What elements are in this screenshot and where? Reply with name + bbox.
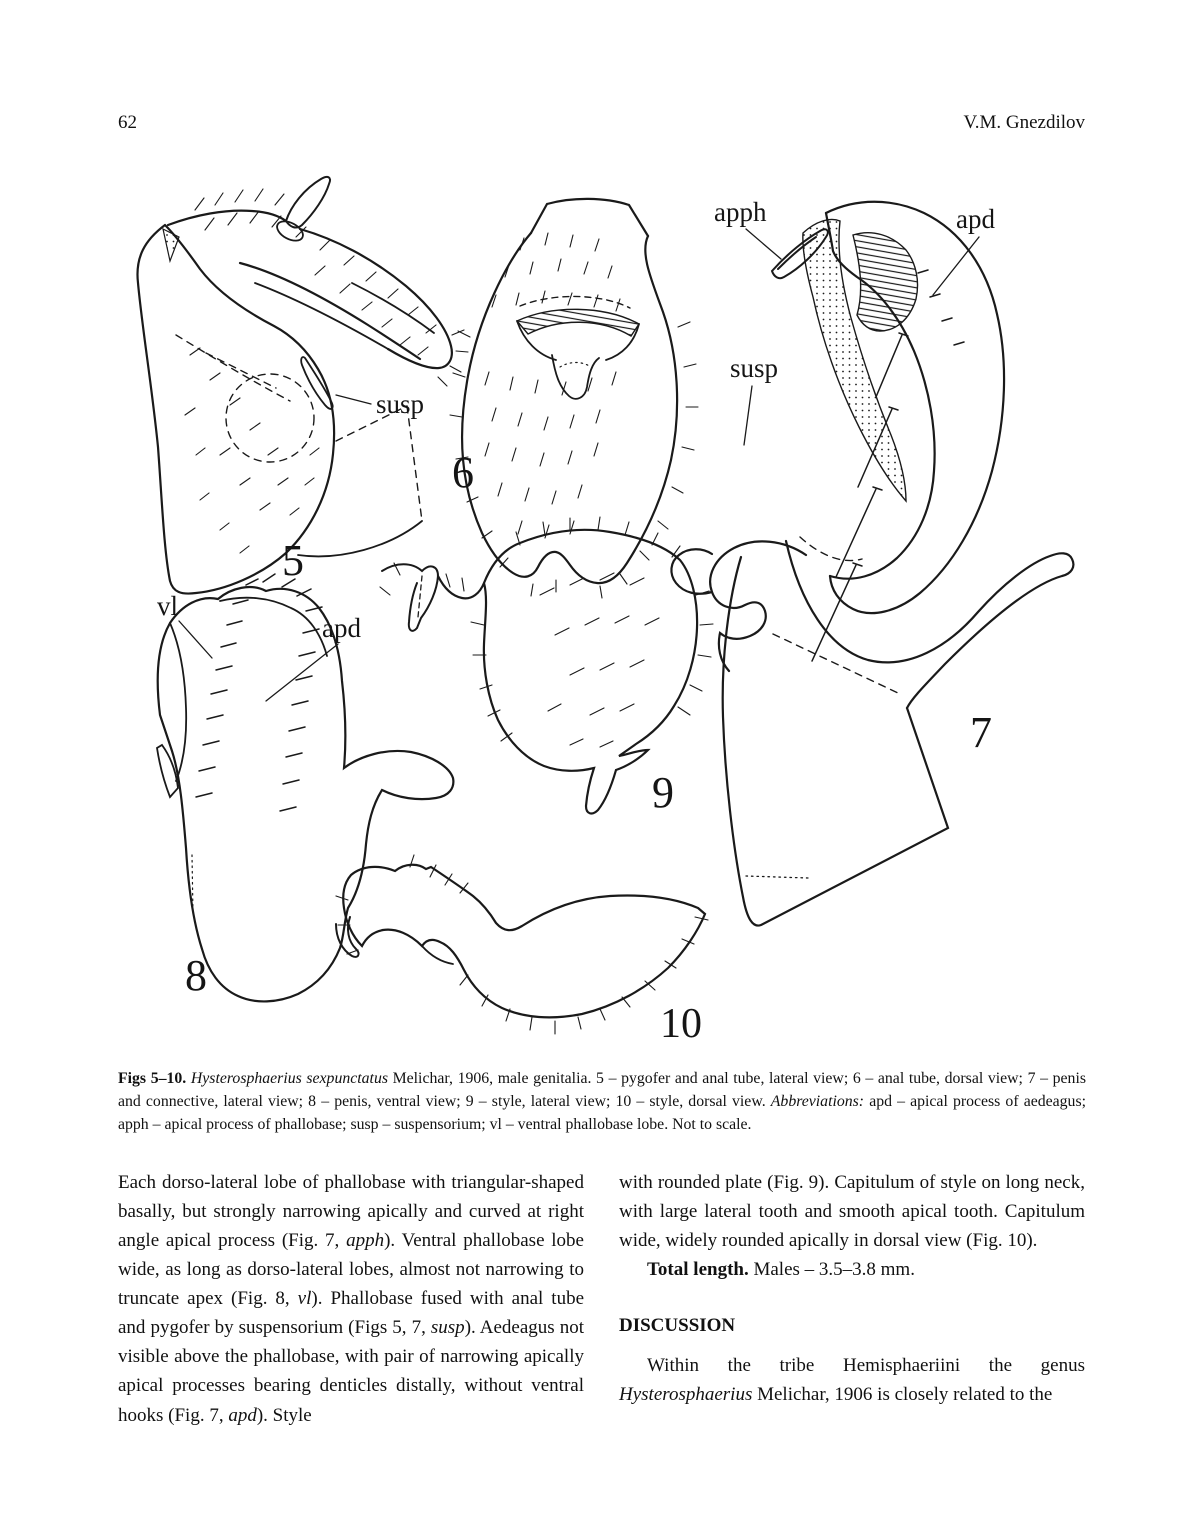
fig6-mouth-hatched-band (517, 309, 639, 336)
fig6-tongue-dotted (560, 363, 591, 368)
right2-seg-2: Melichar, 1906 is closely related to the (752, 1384, 1053, 1406)
caption-views-list: Melichar, 1906, male genitalia. 5 – pygofer and anal tube, lateral view; 6 – anal tube, dorsal view; 7 – penis and connective, lateral view; 8 – penis, ventral view; 9 – style, lateral view; 10 – style, dorsal view. (118, 1069, 1086, 1111)
caption-figs-range: Figs 5–10. (118, 1069, 191, 1087)
fig6-tongue (552, 355, 599, 399)
figure-9-drawing (380, 517, 713, 817)
figure-8-drawing (157, 574, 453, 1001)
fig5-number: 5 (282, 536, 304, 585)
right-paragraph-2 (619, 1351, 1085, 1409)
fig7-label-susp: susp (730, 353, 779, 383)
body-text (118, 1168, 1086, 1430)
fig7-dotted-line (746, 876, 808, 878)
left-column (118, 1168, 584, 1430)
page-number: 62 (118, 112, 137, 133)
figure-caption (118, 1067, 1086, 1137)
fig5-analtube-top (168, 211, 286, 225)
right-column (619, 1168, 1085, 1430)
running-header (118, 112, 1085, 134)
fig5-tube-lower-edge (240, 263, 420, 359)
fig5-bottom-arc (298, 521, 422, 556)
figure-6-drawing (450, 199, 698, 598)
fig5-dashed-fold (176, 335, 290, 401)
total-length-paragraph (619, 1255, 1085, 1284)
fig8-label-apd: apd (322, 613, 361, 643)
fig9-capitulum-hook (382, 564, 438, 631)
caption-abbreviations-list: apd – apical process of aedeagus; apph – apical process of phallobase; susp – suspensorium; vl – ventral phallobase lobe. Not to scale. (118, 1093, 1086, 1134)
fig5-label-susp: susp (376, 389, 425, 419)
figure-plate (100, 155, 1100, 1055)
fig7-apd-leader (933, 237, 979, 295)
fig10-number: 10 (660, 1001, 702, 1047)
fig8-label-vl: vl (157, 591, 179, 621)
left-seg-apph: apph (346, 1230, 385, 1252)
fig7-apph-leader (746, 229, 781, 259)
fig9-number: 9 (652, 768, 674, 817)
fig5-susp-leader (336, 395, 371, 404)
fig9-hook-dashed (418, 576, 422, 617)
left-seg-8: ). Style (256, 1404, 312, 1426)
left-seg-susp: susp (430, 1317, 465, 1339)
fig9-hairs (380, 517, 713, 747)
fig7-susp-leader (744, 386, 752, 445)
right2-seg-0: Within the tribe Hemisphaeriini the genus (647, 1355, 1085, 1377)
fig8-inner-contours (157, 598, 327, 797)
left-seg-6: ). Aedeagus not visible above the phallobase, with pair of narrowing apically apical processes bearing denticles distally, without ventral hooks (Fig. 7, (118, 1317, 584, 1426)
figure-5-drawing (137, 177, 468, 594)
figure-7-drawing (671, 197, 1073, 926)
caption-abbreviations-label: Abbreviations: (770, 1093, 865, 1111)
fig8-number: 8 (185, 951, 207, 1000)
fig8-vl-leader (179, 621, 212, 658)
fig7-connective-plate (723, 557, 948, 926)
fig8-outer-outline (158, 587, 454, 1001)
fig6-collar (531, 199, 648, 236)
fig10-outline (343, 865, 705, 1018)
left-seg-apd: apd (228, 1404, 257, 1426)
left-paragraph (118, 1168, 584, 1430)
left-seg-vl: vl (297, 1288, 312, 1310)
fig8-apd-leader (266, 644, 338, 701)
total-length-label: Total length. (647, 1259, 749, 1281)
fig5-dashed-circle (226, 374, 314, 462)
figure-10-drawing (336, 855, 708, 1047)
fig7-label-apph: apph (714, 197, 767, 227)
fig5-stippled-wedge (163, 229, 179, 261)
fig5-suspensorium (301, 357, 332, 409)
fig8-denticles-left (196, 600, 248, 797)
fig7-label-apd: apd (956, 204, 995, 234)
fig10-hairs (336, 855, 708, 1034)
left-seg-0: Each dorso-lateral lobe of phallobase with triangular-shaped basally, but strongly narrowing apically and curved at right angle apical process (Fig. 7, (118, 1172, 584, 1252)
caption-species-name: Hysterosphaerius sexpunctatus (190, 1069, 388, 1087)
fig7-hatched-area (853, 233, 918, 331)
running-head-author: V.M. Gnezdilov (963, 112, 1085, 133)
fig5-dashed-triangle (336, 406, 422, 521)
fig5-hairs (185, 189, 468, 553)
fig8-denticles-right (246, 574, 322, 811)
fig5-pygofer-outline (137, 225, 334, 594)
fig7-number: 7 (970, 708, 992, 757)
fig6-number: 6 (452, 448, 474, 497)
right-paragraph-1: with rounded plate (Fig. 9). Capitulum of style on long neck, with large lateral tooth and smooth apical tooth. Capitulum wide, widely rounded apically in dorsal view (Fig. 10). (619, 1172, 1085, 1252)
left-seg-2: ). Ventral phallobase lobe wide, as long as dorso-lateral lobes, almost not narrowing to truncate apex (Fig. 8, (118, 1230, 584, 1310)
fig6-mouth-dashed-arc (520, 296, 630, 308)
fig5-horn (286, 177, 330, 228)
left-seg-4: ). Phallobase fused with anal tube and pygofer by suspensorium (Figs 5, 7, (118, 1288, 584, 1339)
right2-seg-genus: Hysterosphaerius (619, 1384, 753, 1406)
total-length-value: Males – 3.5–3.8 mm. (748, 1259, 915, 1281)
discussion-heading: DISCUSSION (619, 1315, 736, 1337)
